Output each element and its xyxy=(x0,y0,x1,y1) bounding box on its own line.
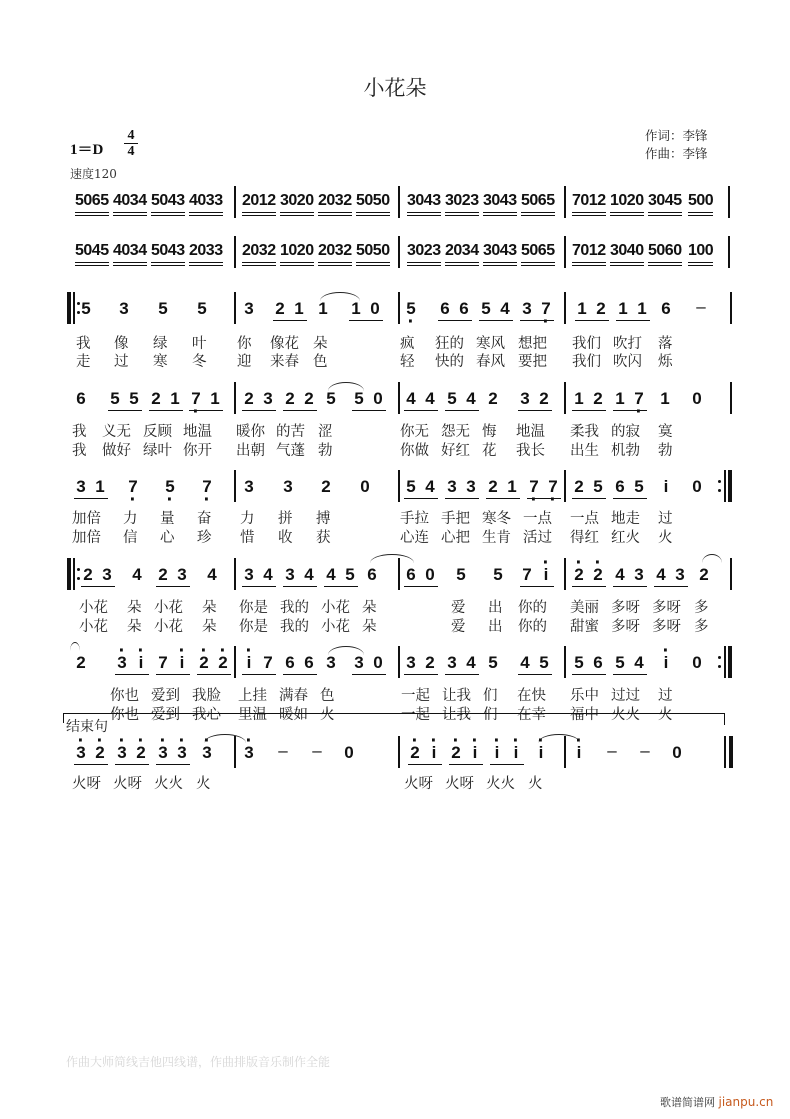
intro-group: 3043 xyxy=(407,192,441,210)
intro-group: 5060 xyxy=(648,242,682,260)
chorus-row-1: 2 3 4 2 3 4 3 4 3 4 4 5 6 6 0 5 5 7 · i · 2 · 2 4 3 4 3 2 小花 朵 小花 朵 你是 我的 小花 朵 爱 出 你的 美丽 多呀 多呀 多 小花 朵 小花 朵 你是 我的 小花 朵 爱 出 你的 甜蜜 多呀 多呀 多 xyxy=(70,558,730,638)
intro-group: 5043 xyxy=(151,192,185,210)
chorus-row-2: 2 · 3 · i 7 · i · 2 · 2 · i 7 6 6 3 3 0 3 2 3 4 5 4 5 5 6 5 4 · i 0 你也 爱到 我脸 上挂 满春 色 一起 让我 们 在快 乐中 过过 过 你也 爱到 我心 里温 暖如 火 一起 让我 们 在幸 福中 火火 火 xyxy=(70,646,730,726)
verse-row-3: 3 1 7 · 5 · 7 · 3 3 2 0 5 4 3 3 2 1 7 · 7 · 2 5 6 5 i 0 加倍 力 量 奋 力 拼 搏 手拉 手把 寒冬 一点 一点 地走 过 加倍 信 心 珍 惜 收 获 心连 心把 生肯 活过 得红 红火 火 xyxy=(70,470,730,550)
intro-group: 2034 xyxy=(445,242,479,260)
intro-group: 3043 xyxy=(483,192,517,210)
tie xyxy=(328,382,364,391)
tie xyxy=(320,292,360,301)
note: 3 xyxy=(119,299,129,318)
intro-group: 3020 xyxy=(280,192,314,210)
note: 1 xyxy=(618,299,628,318)
intro-group: 7012 xyxy=(572,192,606,210)
note: 1 xyxy=(351,299,361,318)
intro-group: 5065 xyxy=(521,242,555,260)
time-signature-bottom: 4 xyxy=(127,144,135,159)
credits xyxy=(645,127,708,163)
intro-group: 1020 xyxy=(610,192,644,210)
intro-group: 2032 xyxy=(318,192,352,210)
intro-group: 5050 xyxy=(356,242,390,260)
site-watermark[interactable] xyxy=(660,1094,773,1110)
time-signature-top: 4 xyxy=(127,128,135,143)
song-title: 小花朵 xyxy=(363,76,427,100)
note: 4 xyxy=(500,299,510,318)
verse-row-2: 6 5 5 2 1 7 · 1 2 3 2 2 5 5 0 4 4 5 4 2 3 2 1 2 1 7 · 1 0 我 义无 反顾 地温 暖你 的苦 涩 你无 怨无 悔 地温 柔我 的寂 寞 我 做好 绿叶 你开 出朝 气蓬 勃 你做 好红 花 我长 出生 机勃 勃 xyxy=(70,382,730,462)
note: 5 xyxy=(158,299,168,318)
intro-group: 5065 xyxy=(75,192,109,210)
intro-group: 4033 xyxy=(189,192,223,210)
coda-bracket-left xyxy=(63,713,64,723)
tie xyxy=(70,642,80,651)
note: 1 xyxy=(577,299,587,318)
intro-group: 2033 xyxy=(189,242,223,260)
note: 2 xyxy=(596,299,606,318)
note: 2 xyxy=(275,299,285,318)
note: 3 xyxy=(244,299,254,318)
intro-group: 2032 xyxy=(318,242,352,260)
note: 6 xyxy=(459,299,469,318)
note: 3 xyxy=(522,299,532,318)
watermark-site-link[interactable]: jianpu.cn xyxy=(718,1095,774,1109)
note: 7 · xyxy=(539,299,553,319)
intro-group: 2032 xyxy=(242,242,276,260)
note: 5 xyxy=(81,299,91,318)
intro-group: 4034 xyxy=(113,192,147,210)
note: 5 xyxy=(197,299,207,318)
intro-group: 3043 xyxy=(483,242,517,260)
coda-label: 结束句 xyxy=(66,719,108,735)
lyricist: 作词：李锋 xyxy=(645,128,708,143)
intro-group: 5043 xyxy=(151,242,185,260)
intro-row-1 xyxy=(70,186,730,220)
intro-group: 3023 xyxy=(445,192,479,210)
verse-row-1: 5 3 5 5 3 2 1 1 1 0 5 · 6 6 5 4 3 7 · 1 2 1 1 6 – 我 像 绿 叶 你 像花 朵 疯 狂的 寒风 想把 我们 吹打 落 走 过 寒 冬 迎 来春 色 轻 快的 春风 要把 我们 吹闪 烁 xyxy=(70,292,730,372)
intro-group: 4034 xyxy=(113,242,147,260)
tie xyxy=(328,646,364,655)
intro-group: 100 xyxy=(688,242,713,260)
intro-group: 5050 xyxy=(356,192,390,210)
note: 1 xyxy=(637,299,647,318)
intro-group: 3040 xyxy=(610,242,644,260)
coda-bracket-right xyxy=(724,713,725,725)
intro-group: 7012 xyxy=(572,242,606,260)
note: 6 xyxy=(661,299,671,318)
intro-group: 3023 xyxy=(407,242,441,260)
note: 0 xyxy=(370,299,380,318)
time-signature xyxy=(124,128,138,159)
note: 5 · xyxy=(404,299,418,319)
intro-group: 500 xyxy=(688,192,713,210)
intro-group: 1020 xyxy=(280,242,314,260)
intro-group: 5045 xyxy=(75,242,109,260)
intro-group: 3045 xyxy=(648,192,682,210)
tempo-marking: 速度120 xyxy=(70,167,117,181)
note: 1 xyxy=(318,299,328,318)
coda-bracket xyxy=(63,713,725,724)
note-dash: – xyxy=(696,297,706,316)
watermark-text: 歌谱简谱网 xyxy=(660,1096,715,1109)
software-footnote: 作曲大师简线吉他四线谱，作曲排版音乐制作全能 xyxy=(66,1055,331,1069)
note: 5 xyxy=(481,299,491,318)
intro-group: 2012 xyxy=(242,192,276,210)
intro-row-2 xyxy=(70,236,730,270)
intro-group: 5065 xyxy=(521,192,555,210)
tie xyxy=(370,554,414,563)
coda-row: · 3 · 2 · 3 · 2 · 3 · 3 · 3 · 3 – – 0 · 2 · i · 2 · i · i · i · i · i – – 0 火呀 火呀 火火 火 火呀 火呀 火火 火 xyxy=(70,736,730,796)
note: 6 xyxy=(440,299,450,318)
composer: 作曲：李锋 xyxy=(645,146,708,161)
note: 1 xyxy=(294,299,304,318)
key-signature: 1＝D xyxy=(70,142,104,158)
tie xyxy=(204,734,246,743)
tie xyxy=(702,554,722,563)
